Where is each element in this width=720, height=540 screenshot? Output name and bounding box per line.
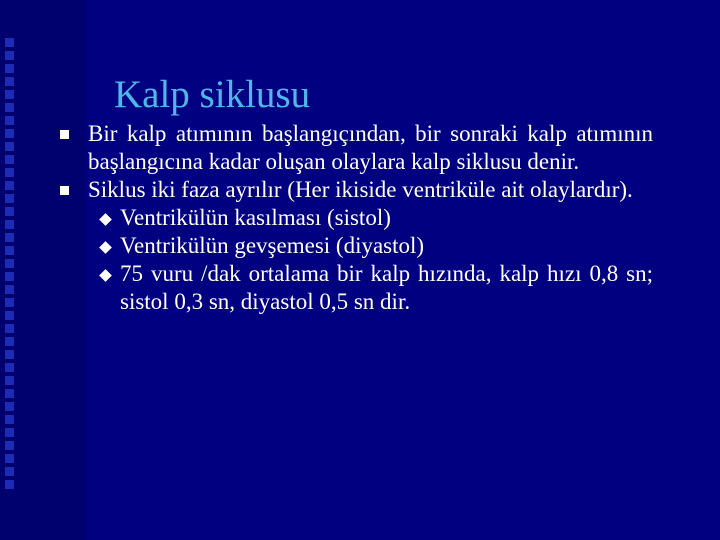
- slide-content: [48, 120, 653, 316]
- square-bullet-icon: [60, 130, 69, 139]
- square-bullet-icon: [60, 186, 69, 195]
- bullet-item: [48, 120, 653, 176]
- sub-bullet-text: Ventrikülün gevşemesi (diyastol): [120, 233, 425, 258]
- diamond-bullet-icon: [99, 213, 112, 226]
- bullet-text: Bir kalp atımının başlangıçından, bir sonraki kalp atımının başlangıcına kadar oluşan olaylara kalp siklusu denir.: [88, 121, 653, 174]
- sub-bullet-item: [48, 204, 653, 232]
- bullet-text: Siklus iki faza ayrılır (Her ikiside ventriküle ait olaylardır).: [88, 177, 633, 202]
- diamond-bullet-icon: [99, 269, 112, 282]
- sub-bullet-text: 75 vuru /dak ortalama bir kalp hızında, kalp hızı 0,8 sn; sistol 0,3 sn, diyastol 0,5 sn dir.: [120, 261, 653, 314]
- slide-title: Kalp siklusu: [114, 73, 311, 116]
- sub-bullet-item: [48, 232, 653, 260]
- sub-bullet-text: Ventrikülün kasılması (sistol): [120, 205, 391, 230]
- sub-bullet-item: [48, 260, 653, 316]
- diamond-bullet-icon: [99, 241, 112, 254]
- bullet-item: [48, 176, 653, 204]
- edge-square-pattern: [5, 38, 19, 508]
